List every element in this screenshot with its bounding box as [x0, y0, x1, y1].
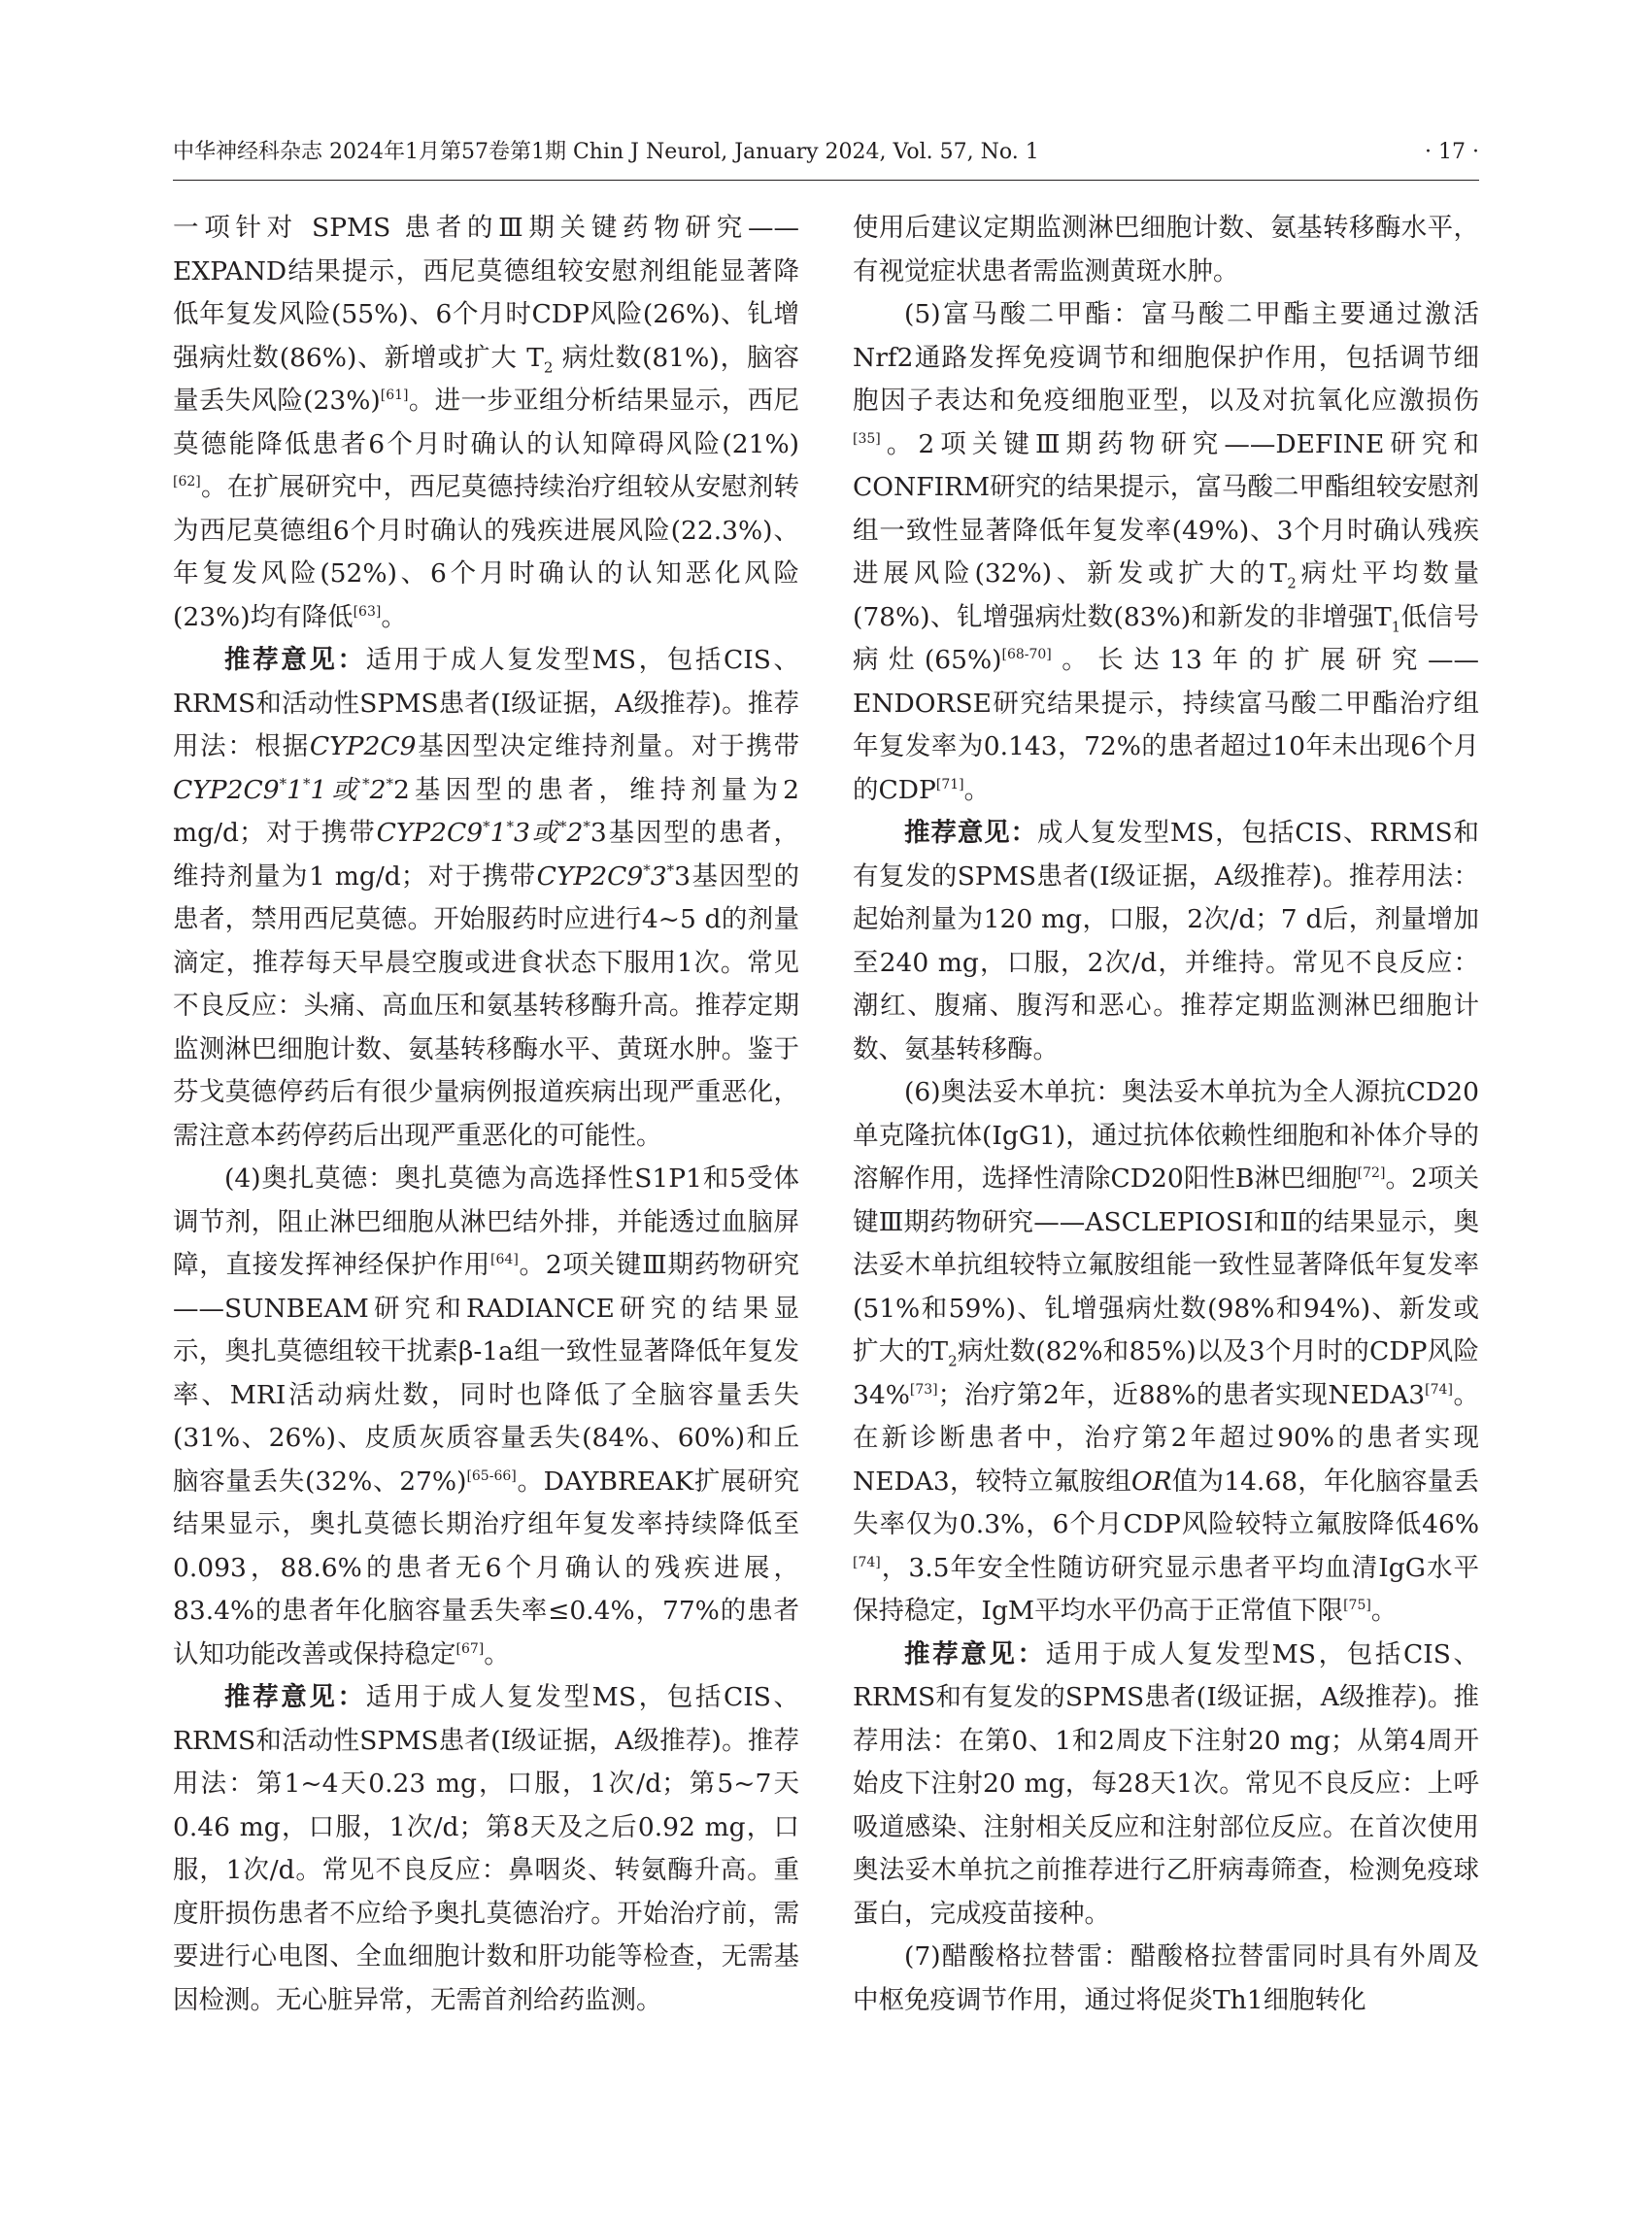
citation: [35] [853, 430, 881, 447]
paragraph-glatiramer-acetate: (7)醋酸格拉替雷：醋酸格拉替雷同时具有外周及中枢免疫调节作用，通过将促炎Th1细胞转化 [853, 1941, 1479, 2015]
journal-citation: 中华神经科杂志 2024年1月第57卷第1期 Chin J Neurol, January 2024, Vol. 57, No. 1 [173, 140, 1039, 164]
right-column [853, 207, 1479, 2022]
citation: [71] [935, 776, 964, 792]
citation: [61] [380, 388, 409, 404]
paragraph-ofatumumab-recommendation: 推荐意见：适用于成人复发型MS，包括CIS、RRMS和有复发的SPMS患者(Ⅰ级证据，A级推荐)。推荐用法：在第0、1和2周皮下注射20 mg；从第4周开始皮下注射20 mg，每28天1次。常见不良反应：上呼吸道感染、注射相关反应和注射部位反应。在首次使用奥法妥木单抗之前推荐进行乙肝病毒筛查，检测免疫球蛋白，完成疫苗接种。 [853, 1638, 1480, 1929]
recommendation-label: 推荐意见： [904, 1638, 1046, 1669]
header-rule [173, 180, 1479, 181]
paragraph-ozanimod-monitoring: 使用后建议定期监测淋巴细胞计数、氨基转移酶水平，有视觉症状患者需监测黄斑水肿。 [853, 213, 1479, 287]
paragraph-dimethyl-fumarate-evidence: (5)富马酸二甲酯：富马酸二甲酯主要通过激活Nrf2通路发挥免疫调节和细胞保护作用，包括调节细胞因子表达和免疫细胞亚型，以及对抗氧化应激损伤[35]。2项关键Ⅲ期药物研究——DEFINE研究和CONFIRM研究的结果提示，富马酸二甲酯组较安慰剂组一致性显著降低年复发率(49%)、3个月时确认残疾进展风险(32%)、新发或扩大的$T_2$病灶平均数量(78%)、钆增强病灶数(83%)和新发的非增强$T_1$低信号病灶(65%)[68-70]。长达13年的扩展研究——ENDORSE研究结果提示，持续富马酸二甲酯治疗组年复发率为0.143，72%的患者超过10年未出现6个月的CDP[71]。 [853, 299, 1479, 805]
recommendation-label: 推荐意见： [224, 1682, 366, 1712]
citation: [72] [1357, 1165, 1386, 1182]
citation: [68-70] [1001, 647, 1052, 663]
recommendation-label: 推荐意见： [904, 818, 1037, 848]
citation: [62] [173, 474, 201, 490]
running-header [173, 136, 1479, 169]
paragraph-ozanimod-recommendation: 推荐意见：适用于成人复发型MS，包括CIS、RRMS和活动性SPMS患者(Ⅰ级证据，A级推荐)。推荐用法：第1~4天0.23 mg，口服，1次/d；第5~7天0.46 mg，口服，1次/d；第8天及之后0.92 mg，口服，1次/d。常见不良反应：鼻咽炎、转氨酶升高。重度肝损伤患者不应给予奥扎莫德治疗。开始治疗前，需要进行心电图、全血细胞计数和肝功能等检查，无需基因检测。无心脏异常，无需首剂给药监测。 [173, 1682, 800, 2015]
citation: [67] [455, 1640, 485, 1657]
citation: [64] [490, 1252, 519, 1268]
citation: [74] [853, 1554, 881, 1570]
left-column [173, 207, 799, 2022]
paragraph-siponimod-evidence: 一项针对 SPMS 患者的Ⅲ期关键药物研究——EXPAND结果提示，西尼莫德组较安慰剂组能显著降低年复发风险(55%)、6个月时CDP风险(26%)、钆增强病灶数(86%)、新增或扩大 $T_2$ 病灶数(81%)，脑容量丢失风险(23%)[61]。进一步亚组分析结果显示，西尼莫德能降低患者6个月时确认的认知障碍风险(21%)[62]。在扩展研究中，西尼莫德持续治疗组较从安慰剂转为西尼莫德组6个月时确认的残疾进展风险(22.3%)、年复发风险(52%)、6个月时确认的认知恶化风险(23%)均有降低[63]。 [173, 213, 800, 632]
recommendation-label: 推荐意见： [224, 645, 366, 675]
citation: [73] [909, 1381, 938, 1398]
page-number: · 17 · [1425, 140, 1479, 164]
citation: [75] [1343, 1598, 1371, 1614]
paragraph-ofatumumab-evidence: (6)奥法妥木单抗：奥法妥木单抗为全人源抗CD20单克隆抗体(IgG1)，通过抗体依赖性细胞和补体介导的溶解作用，选择性清除CD20阳性B淋巴细胞[72]。2项关键Ⅲ期药物研究——ASCLEPIOSⅠ和Ⅱ的结果显示，奥法妥木单抗组较特立氟胺组能一致性显著降低年复发率(51%和59%)、钆增强病灶数(98%和94%)、新发或扩大的$T_2$病灶数(82%和85%)以及3个月时的CDP风险34%[73]；治疗第2年，近88%的患者实现NEDA3[74]。在新诊断患者中，治疗第2年超过90%的患者实现NEDA3，较特立氟胺组OR值为14.68，年化脑容量丢失率仅为0.3%，6个月CDP风险较特立氟胺降低46%[74]，3.5年安全性随访研究显示患者平均血清IgG水平保持稳定，IgM平均水平仍高于正常值下限[75]。 [853, 1077, 1479, 1626]
citation: [65-66] [466, 1467, 517, 1484]
paragraph-ozanimod-evidence: (4)奥扎莫德：奥扎莫德为高选择性S1P1和5受体调节剂，阻止淋巴细胞从淋巴结外排，并能透过血脑屏障，直接发挥神经保护作用[64]。2项关键Ⅲ期药物研究——SUNBEAM研究和RADIANCE研究的结果显示，奥扎莫德组较干扰素β-1a组一致性显著降低年复发率、MRI活动病灶数，同时也降低了全脑容量丢失(31%、26%)、皮质灰质容量丢失(84%、60%)和丘脑容量丢失(32%、27%)[65-66]。DAYBREAK扩展研究结果显示，奥扎莫德长期治疗组年复发率持续降低至0.093，88.6%的患者无6个月确认的残疾进展，83.4%的患者年化脑容量丢失率≤0.4%，77%的患者认知功能改善或保持稳定[67]。 [173, 1163, 799, 1669]
citation: [74] [1425, 1381, 1453, 1398]
paragraph-siponimod-recommendation: 推荐意见：适用于成人复发型MS，包括CIS、RRMS和活动性SPMS患者(Ⅰ级证据，A级推荐)。推荐用法：根据CYP2C9基因型决定维持剂量。对于携带CYP2C9*1*1或*2*2基因型的患者，维持剂量为2 mg/d；对于携带CYP2C9*1*3或*2*3基因型的患者，维持剂量为1 mg/d；对于携带CYP2C9*3*3基因型的患者，禁用西尼莫德。开始服药时应进行4~5 d的剂量滴定，推荐每天早晨空腹或进食状态下服用1次。常见不良反应：头痛、高血压和氨基转移酶升高。推荐定期监测淋巴细胞计数、氨基转移酶水平、黄斑水肿。鉴于芬戈莫德停药后有很少量病例报道疾病出现严重恶化，需注意本药停药后出现严重恶化的可能性。 [173, 645, 800, 1151]
paragraph-dimethyl-fumarate-recommendation: 推荐意见：成人复发型MS，包括CIS、RRMS和有复发的SPMS患者(Ⅰ级证据，A级推荐)。推荐用法：起始剂量为120 mg，口服，2次/d；7 d后，剂量增加至240 mg，口服，2次/d，并维持。常见不良反应：潮红、腹痛、腹泻和恶心。推荐定期监测淋巴细胞计数、氨基转移酶。 [853, 818, 1479, 1064]
citation: [63] [353, 603, 382, 620]
